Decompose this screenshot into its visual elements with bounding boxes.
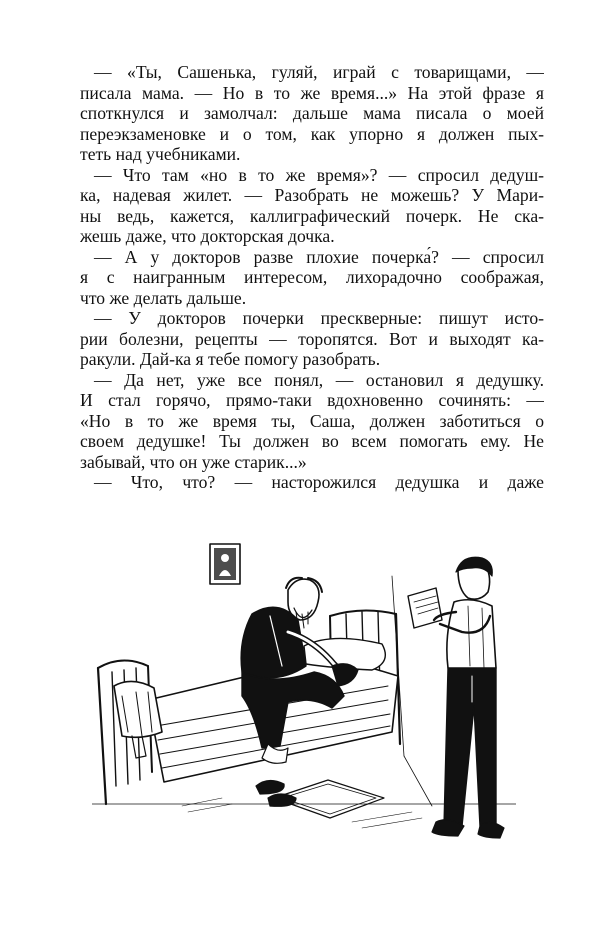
text-line: переэкзаменовке и о том, как упорно я должен пых-	[80, 123, 544, 144]
text-line: И стал горячо, прямо-таки вдохновенно сочинять: —	[80, 390, 544, 410]
text-line: ракули. Дай-ка я тебе помогу разобрать.	[80, 349, 381, 369]
text-line: теть над учебниками.	[80, 144, 241, 164]
illustration-drawing	[92, 536, 516, 848]
body-text	[80, 62, 544, 493]
text-line: споткнулся и замолчал: дальше мама писала о моей	[80, 103, 544, 123]
text-line: ны ведь, кажется, каллиграфический почерк. Не ска-	[80, 205, 544, 226]
text-line: — Что там «но в то же время»? — спросил дедуш-	[94, 164, 544, 185]
text-line: писала мама. — Но в то же время...» На этой фразе я	[80, 82, 544, 103]
text-line: «Но в то же время ты, Саша, должен заботиться о	[80, 410, 544, 431]
floor-hatching	[182, 798, 422, 828]
text-line: — Да нет, уже все понял, — остановил я дедушку.	[94, 369, 544, 390]
text-line: забывай, что он уже старик...»	[80, 451, 307, 472]
text-line: — А у докторов разве плохие почерка́? — спросил	[94, 246, 544, 267]
shoes	[256, 780, 296, 806]
wall-picture	[210, 544, 240, 584]
text-line: жешь даже, что докторская дочка.	[80, 226, 335, 246]
illustration	[92, 536, 516, 848]
text-line: — «Ты, Сашенька, гуляй, играй с товарищами, —	[94, 62, 544, 82]
boy	[408, 557, 504, 838]
text-line: что же делать дальше.	[80, 287, 247, 308]
text-line: ка, надевая жилет. — Разобрать не можешь? У Мари-	[80, 185, 544, 205]
text-line: — У докторов почерки прескверные: пишут исто-	[94, 308, 544, 328]
text-line: своем дедушке! Ты должен во всем помогать ему. Не	[80, 431, 544, 451]
text-line: я с наигранным интересом, лихорадочно соображая,	[80, 267, 544, 287]
text-line: — Что, что? — насторожился дедушка и даже	[94, 472, 544, 492]
text-line: рии болезни, рецепты — торопятся. Вот и выходят ка-	[80, 328, 544, 349]
